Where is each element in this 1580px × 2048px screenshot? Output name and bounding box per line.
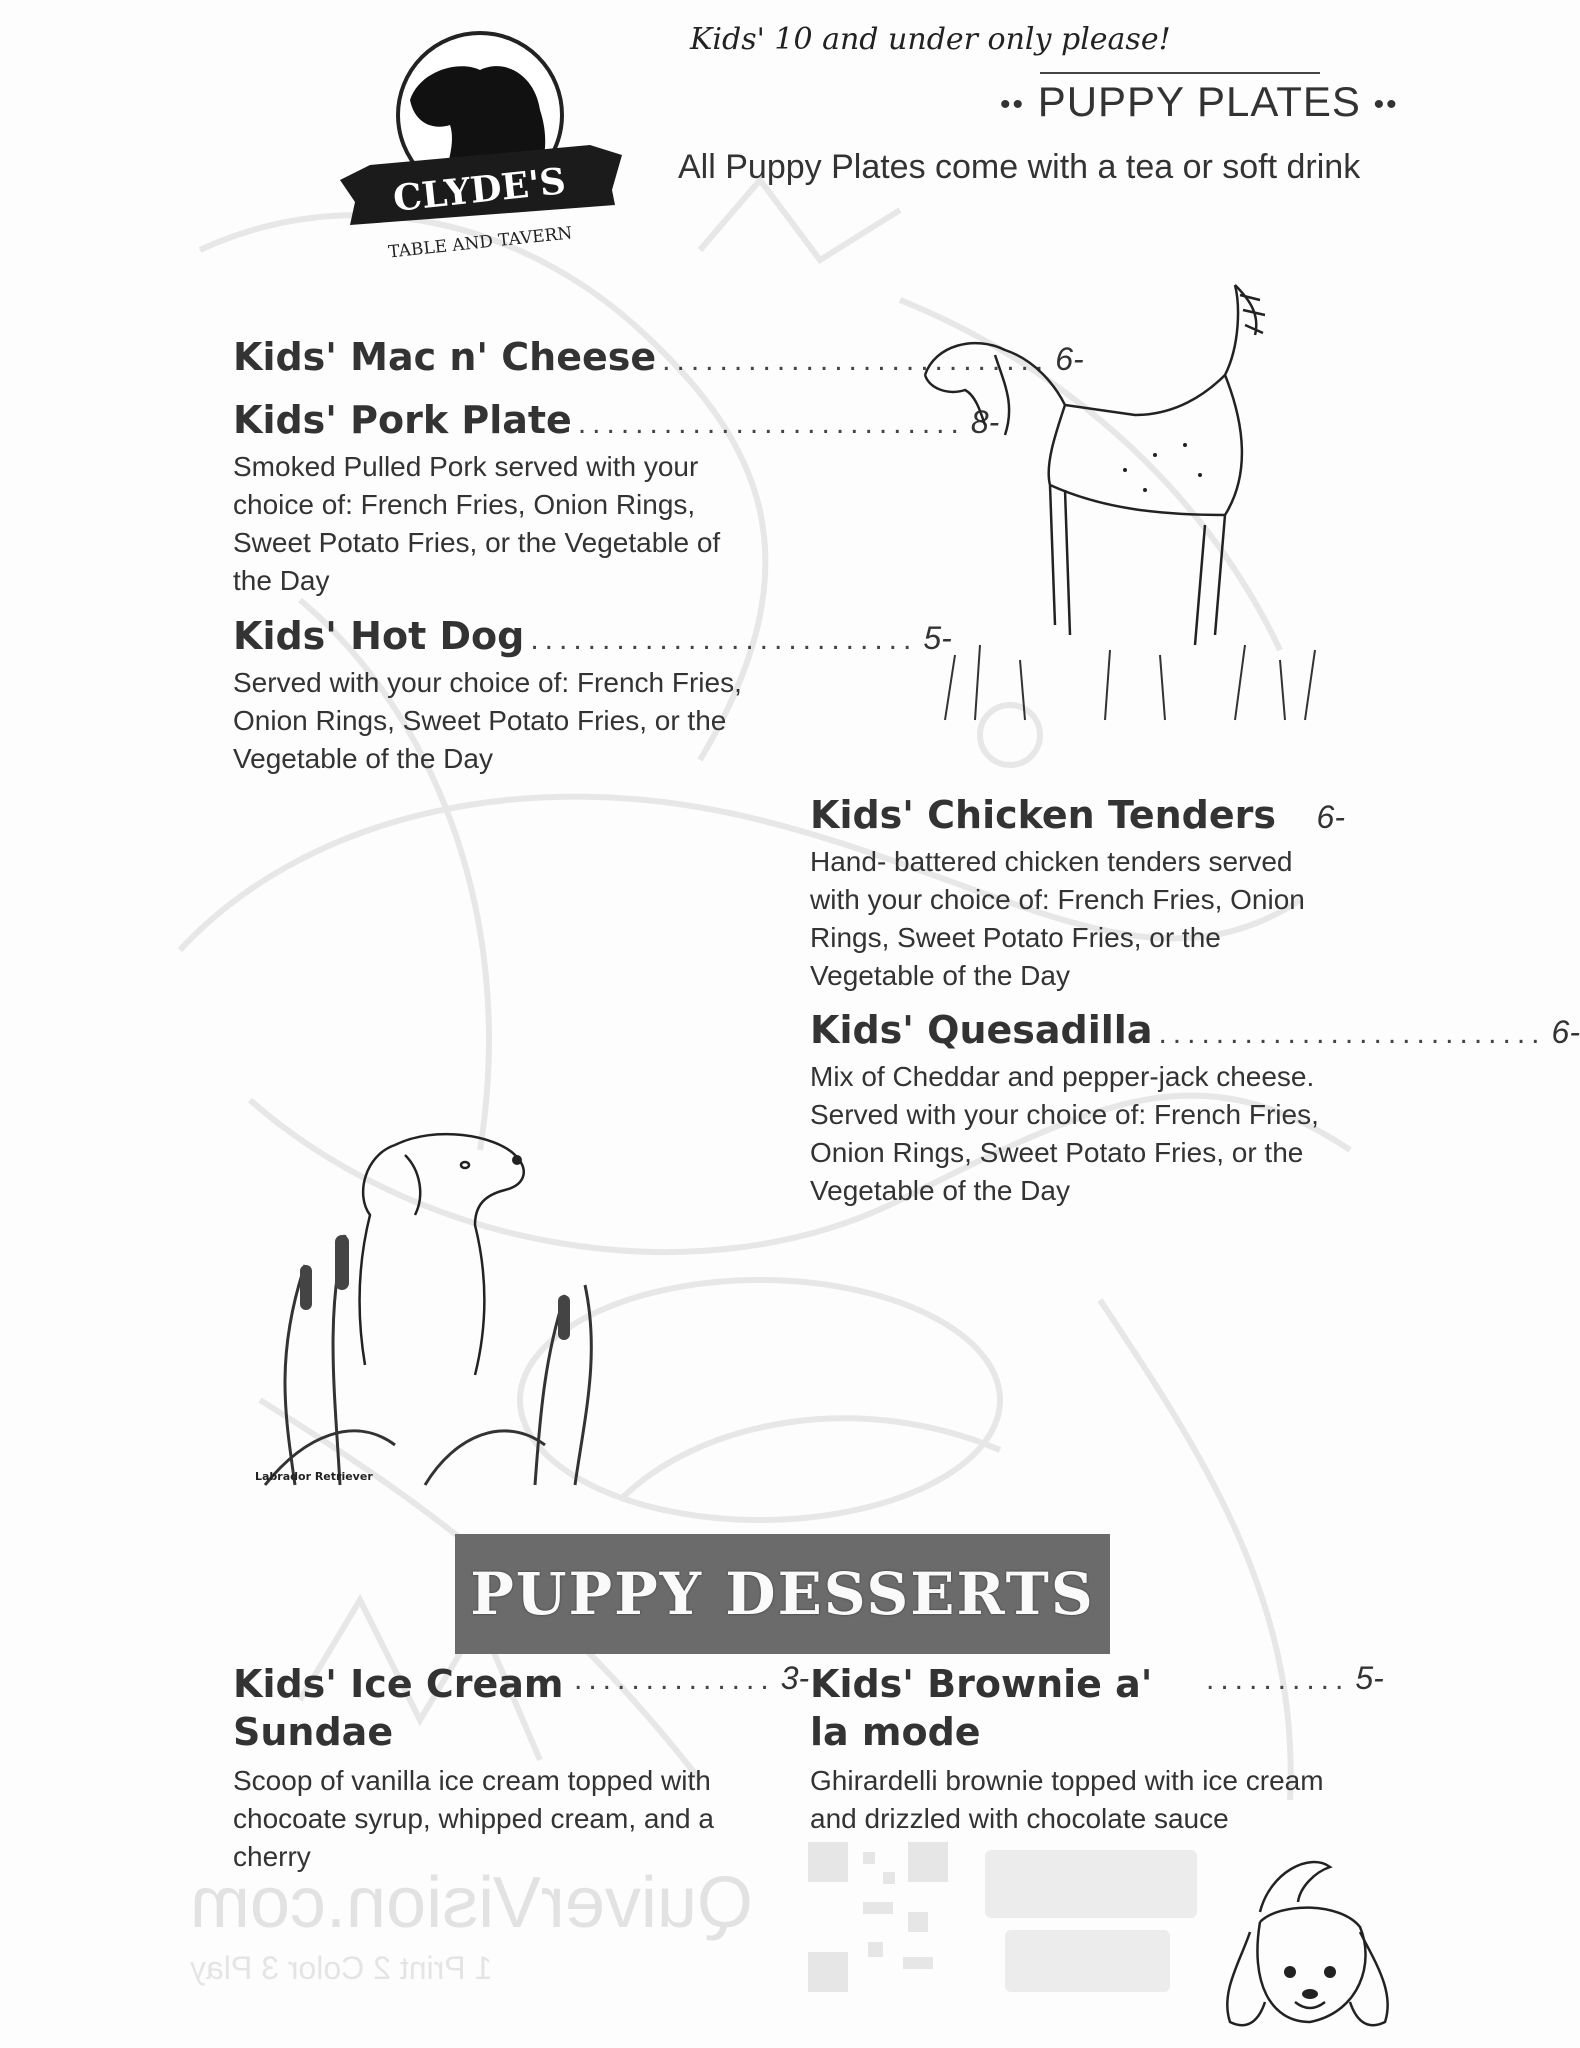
dot-leader: ........................... <box>662 344 1050 377</box>
item-price: 6- <box>1551 1014 1580 1050</box>
desserts-title: PUPPY DESSERTS <box>470 1560 1095 1628</box>
dessert-item <box>233 1660 810 1876</box>
menu-item <box>810 793 1345 995</box>
menu-item <box>233 335 1084 379</box>
dessert-item <box>810 1660 1384 1838</box>
item-description: Scoop of vanilla ice cream topped with chocoate syrup, whipped cream, and a cherry <box>233 1765 714 1872</box>
store-badge <box>1005 1930 1170 1992</box>
item-price: 6- <box>1055 341 1084 377</box>
dot-leader: ........................... <box>530 623 918 656</box>
item-description: Hand- battered chicken tenders served with your choice of: French Fries, Onion Rings, Sweet Potato Fries, or the Vegetable of the Day <box>810 846 1305 991</box>
item-price: 5- <box>923 620 952 656</box>
dot-leader: ........................... <box>1158 1017 1546 1050</box>
item-description: Smoked Pulled Pork served with your choice of: French Fries, Onion Rings, Sweet Potato Fries, or the Vegetable of the Day <box>233 451 721 596</box>
item-price: 5- <box>1355 1660 1384 1696</box>
labrador-caption: Labrador Retriever <box>255 1470 373 1483</box>
section-title-text: PUPPY PLATES <box>1037 78 1361 125</box>
quivervision-watermark: QuiverVision.com <box>190 1863 753 1943</box>
dot-leader <box>1282 802 1311 836</box>
store-badge <box>985 1850 1197 1918</box>
section-title <box>1000 78 1399 126</box>
qr-code <box>808 1842 948 1992</box>
item-price: 6- <box>1316 799 1345 835</box>
desserts-banner <box>455 1534 1110 1654</box>
menu-item <box>233 614 952 778</box>
item-name: Kids' Brownie a' la mode <box>810 1662 1153 1754</box>
item-name: Kids' Chicken Tenders <box>810 793 1276 837</box>
watermark-steps: 1 Print 2 Color 3 Play <box>190 1950 493 1986</box>
dot-leader: ........................... <box>577 407 965 440</box>
menu-item <box>810 1008 1580 1210</box>
item-name: Kids' Quesadilla <box>810 1008 1153 1052</box>
item-description: Served with your choice of: French Fries, Onion Rings, Sweet Potato Fries, or the Vegetable of the Day <box>233 667 742 774</box>
puppy-illustration <box>1200 1852 1410 2042</box>
item-name: Kids' Mac n' Cheese <box>233 335 657 379</box>
svg-text:TABLE AND TAVERN: TABLE AND TAVERN <box>387 223 574 263</box>
item-price: 8- <box>970 404 1000 440</box>
item-price: 3- <box>780 1660 810 1696</box>
title-dots-right: •• <box>1373 87 1399 121</box>
labrador-illustration <box>245 1115 620 1495</box>
clydes-logo <box>330 30 630 263</box>
title-dots-left: •• <box>1000 87 1026 121</box>
drink-note: All Puppy Plates come with a tea or soft drink <box>678 148 1361 186</box>
dot-leader: .......... <box>1206 1663 1350 1696</box>
item-name: Kids' Pork Plate <box>233 398 572 442</box>
item-description: Mix of Cheddar and pepper-jack cheese. Served with your choice of: French Fries, Onion Rings, Sweet Potato Fries, or the Vegetable of the Day <box>810 1061 1319 1206</box>
item-description: Ghirardelli brownie topped with ice cream and drizzled with chocolate sauce <box>810 1765 1324 1834</box>
divider <box>1040 72 1320 74</box>
item-name: Kids' Hot Dog <box>233 614 525 658</box>
menu-item <box>233 398 1000 600</box>
age-restriction-note: Kids' 10 and under only please! <box>690 22 1171 57</box>
item-name: Kids' Ice Cream Sundae <box>233 1662 564 1754</box>
svg-text:CLYDE'S: CLYDE'S <box>391 160 568 220</box>
dot-leader: .............. <box>574 1663 775 1696</box>
setter-dog-illustration <box>905 275 1345 720</box>
